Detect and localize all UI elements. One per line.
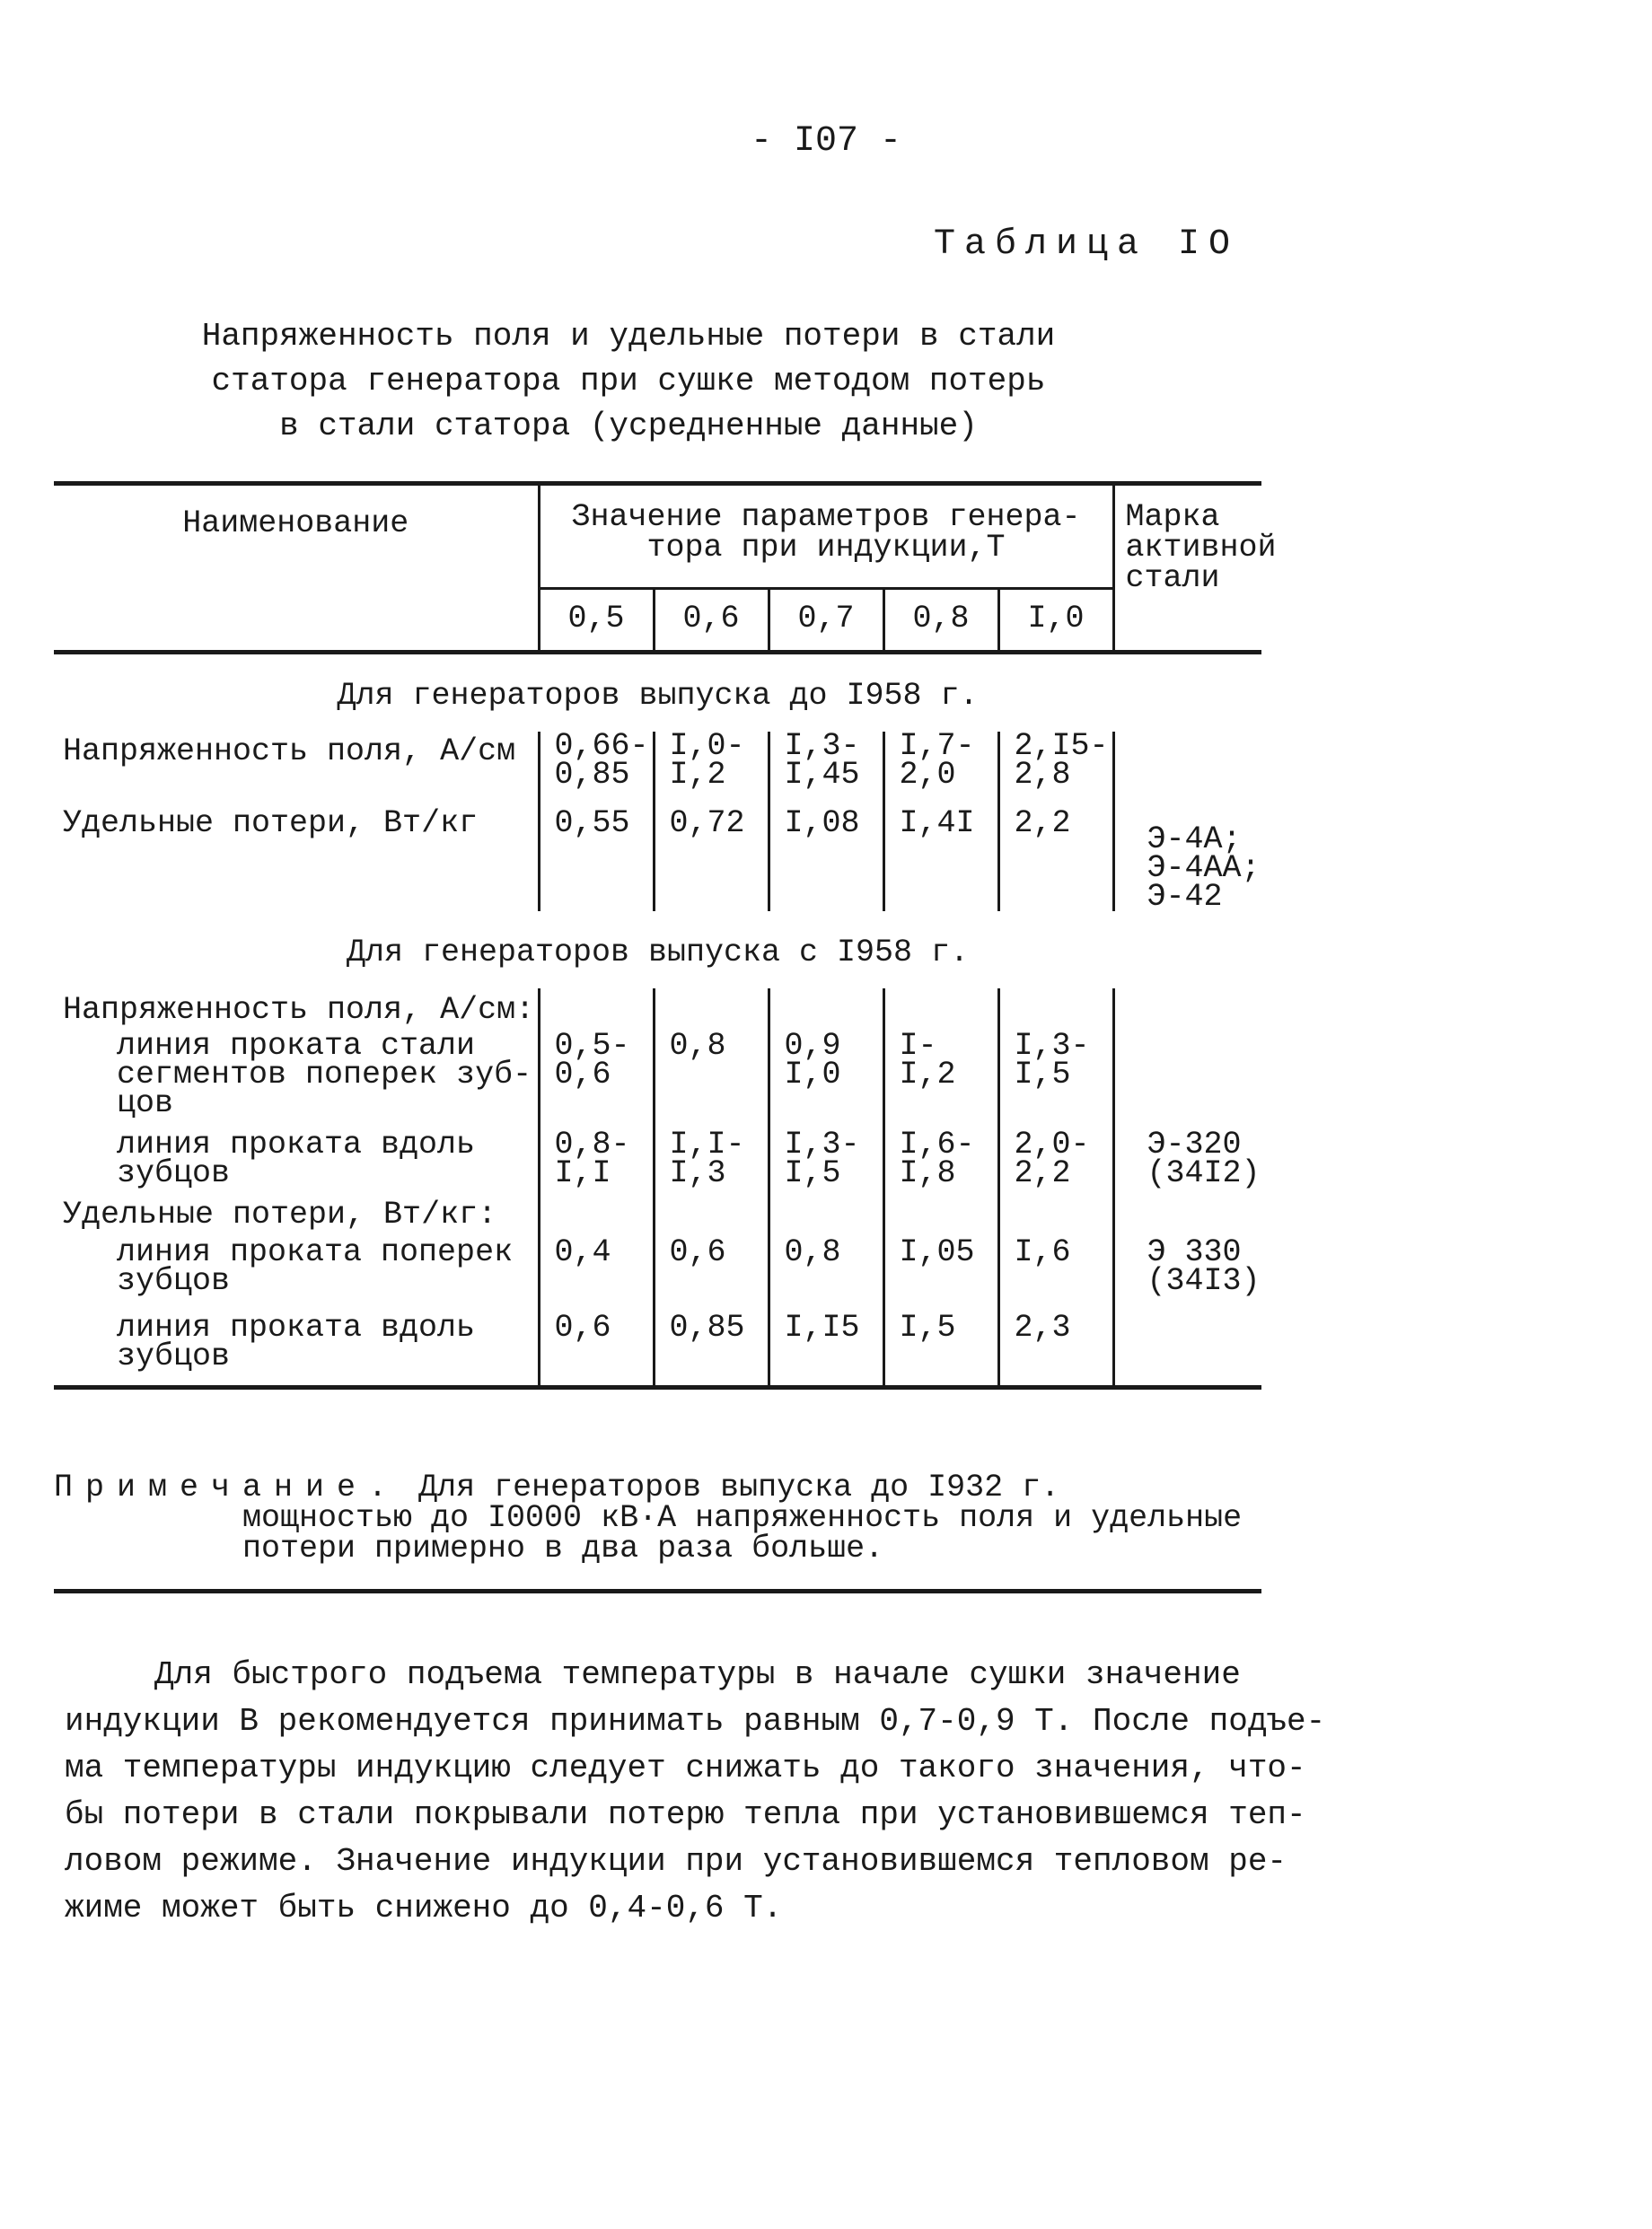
note-line: мощностью до I0000 кВ·А напряженность поля и удельные	[242, 1500, 1243, 1536]
grade-cell	[1113, 1024, 1261, 1118]
section-title: Для генераторов выпуска до I958 г.	[337, 678, 979, 714]
note-line: Для генераторов выпуска до I932 г.	[418, 1470, 1060, 1505]
row-name: линия проката вдоль зубцов	[54, 1295, 539, 1388]
paragraph-line: Для быстрого подъема температуры в начале сушки значение	[154, 1656, 1241, 1693]
cell: I,5	[883, 1295, 998, 1388]
grade-cell	[1113, 732, 1261, 789]
cell: I,6	[998, 1229, 1113, 1295]
section-title-row	[54, 653, 1261, 733]
note-heading: Примечание.	[54, 1470, 400, 1505]
cell: I- I,2	[883, 1024, 998, 1118]
table-row	[54, 789, 1261, 911]
table-subheader-row	[54, 1188, 1261, 1229]
cell: I,0- I,2	[654, 732, 769, 789]
cell: I,08	[769, 789, 883, 911]
caption-line: Напряженность поля и удельные потери в стали	[201, 318, 1056, 355]
grade-cell: Э 330 (34I3)	[1113, 1229, 1261, 1295]
cell: I,3- I,5	[769, 1118, 883, 1188]
caption-line: статора генератора при сушке методом потерь	[211, 363, 1046, 399]
row-name: Удельные потери, Вт/кг	[63, 805, 479, 841]
table-label: Таблица IO	[933, 224, 1239, 265]
paragraph-line: бы потери в стали покрывали потерю тепла при установившемся теп-	[65, 1796, 1306, 1833]
section-title: Для генераторов выпуска с I958 г.	[346, 935, 970, 970]
paragraph-line: ма температуры индукцию следует снижать до такого значения, что-	[65, 1750, 1306, 1786]
cell: 0,6	[539, 1295, 654, 1388]
body-paragraph	[65, 1652, 1326, 1932]
data-table	[54, 481, 1277, 1390]
paragraph-line: ловом режиме. Значение индукции при установившемся тепловом ре-	[65, 1843, 1287, 1880]
cell: 2,0- 2,2	[998, 1118, 1113, 1188]
cell: I,05	[883, 1229, 998, 1295]
header-value: I,0	[998, 589, 1113, 653]
cell: 0,6	[654, 1229, 769, 1295]
table-row	[54, 1295, 1261, 1388]
row-name: линия проката вдоль зубцов	[117, 1127, 476, 1191]
header-value: 0,5	[539, 589, 654, 653]
cell: 2,I5- 2,8	[998, 732, 1113, 789]
header-value: 0,6	[654, 589, 769, 653]
cell: I,I5	[769, 1295, 883, 1388]
cell: I,I- I,3	[654, 1118, 769, 1188]
row-name: Напряженность поля, А/см	[63, 733, 516, 769]
header-params: Значение параметров генера- тора при индукции,Т	[539, 484, 1113, 589]
cell: 0,5- 0,6	[539, 1024, 654, 1118]
cell: I,4I	[883, 789, 998, 911]
cell: 0,8	[769, 1229, 883, 1295]
table-subheader-row	[54, 988, 1261, 1024]
row-heading: Напряженность поля, А/см:	[63, 992, 535, 1028]
paragraph-line: индукции В рекомендуется принимать равным 0,7-0,9 Т. После подъе-	[65, 1703, 1326, 1740]
grade-cell: Э-4А; Э-4АА; Э-42	[1113, 789, 1261, 911]
paragraph-line: жиме может быть снижено до 0,4-0,6 Т.	[65, 1890, 783, 1926]
grade-cell: Э-320 (34I2)	[1113, 1118, 1261, 1188]
table-note	[54, 1472, 1261, 1564]
table-header-row	[54, 484, 1261, 589]
cell: 0,8- I,I	[539, 1118, 654, 1188]
row-name: линия проката стали сегментов поперек зуб- цов	[117, 1028, 532, 1121]
header-value: 0,8	[883, 589, 998, 653]
cell: I,6- I,8	[883, 1118, 998, 1188]
cell: I,3- I,5	[998, 1024, 1113, 1118]
caption-line: в стали статора (усредненные данные)	[279, 408, 978, 444]
cell: 0,66- 0,85	[539, 732, 654, 789]
cell: 0,72	[654, 789, 769, 911]
cell: 2,2	[998, 789, 1113, 911]
row-heading: Удельные потери, Вт/кг:	[63, 1197, 497, 1233]
header-grade: Марка активной стали	[1113, 484, 1261, 653]
header-value: 0,7	[769, 589, 883, 653]
cell: 0,9 I,0	[769, 1024, 883, 1118]
cell: 2,3	[998, 1295, 1113, 1388]
cell: 0,55	[539, 789, 654, 911]
table-caption	[162, 314, 1095, 449]
section-title-row	[54, 911, 1261, 988]
cell: 0,8	[654, 1024, 769, 1118]
table-row	[54, 1229, 1261, 1295]
note-line: потери примерно в два раза больше.	[242, 1531, 884, 1566]
note-bottom-rule	[54, 1589, 1261, 1593]
cell: I,7- 2,0	[883, 732, 998, 789]
cell: 0,85	[654, 1295, 769, 1388]
header-name: Наименование	[54, 484, 539, 653]
page-number: - I07 -	[750, 121, 902, 162]
cell: I,3- I,45	[769, 732, 883, 789]
row-name: линия проката поперек зубцов	[117, 1234, 514, 1299]
table-row	[54, 732, 1261, 789]
cell: 0,4	[539, 1229, 654, 1295]
table-row	[54, 1118, 1261, 1188]
grade-cell	[1113, 1295, 1261, 1388]
table-row	[54, 1024, 1261, 1118]
